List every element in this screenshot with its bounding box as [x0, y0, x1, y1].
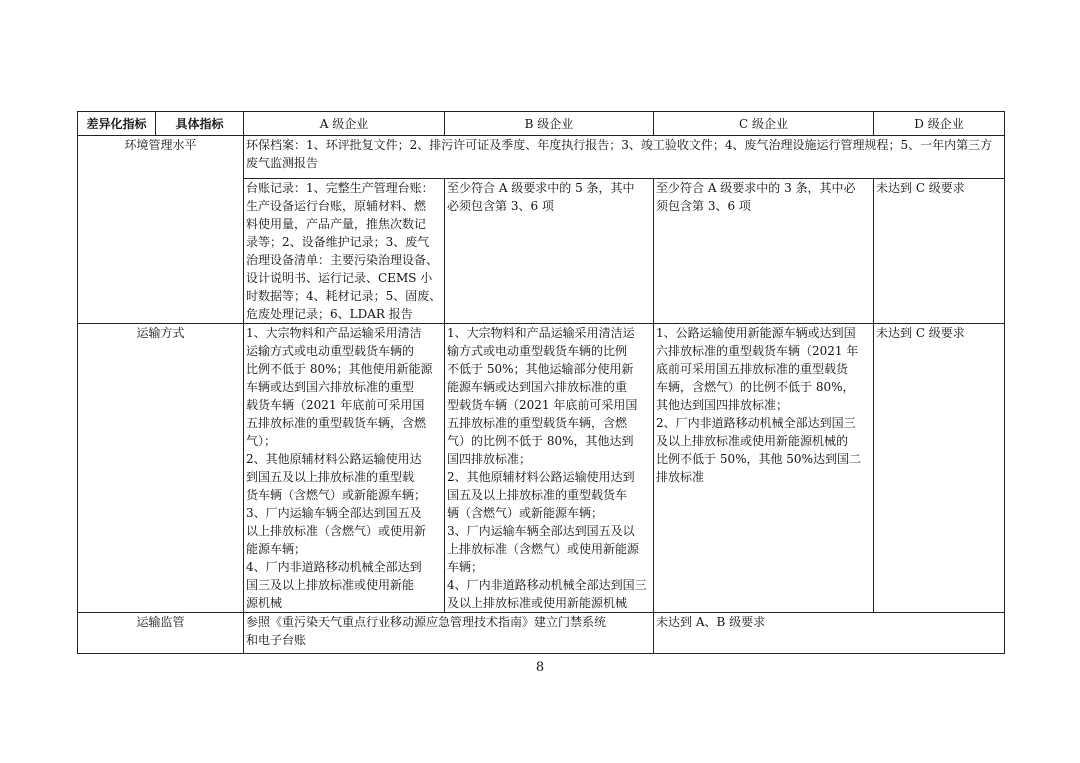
header-grade-a: A 级企业	[244, 112, 445, 136]
ledger-grade-c-cell: 至少符合 A 级要求中的 3 条，其中必 须包含第 3、6 项	[654, 179, 874, 324]
table-row	[78, 324, 1005, 613]
page-number: 8	[535, 660, 545, 675]
supervision-ab-cell: 参照《重污染天气重点行业移动源应急管理技术指南》建立门禁系统 和电子台账	[244, 613, 654, 654]
transport-grade-c-cell: 1、公路运输使用新能源车辆或达到国 六排放标准的重型载货车辆（2021 年 底前可采用国五排放标准的重型载货 车辆，含燃气）的比例不低于 80%， 其他达到国四排放标准； 2、厂内非道路移动机械全部达到国三 及以上排放标准或使用新能源机械的 比例不低于 50%，其他 50%达到国二 排放标准	[654, 324, 874, 613]
env-management-label: 环境管理水平	[78, 136, 244, 324]
header-specific-indicator: 具体指标	[156, 112, 244, 136]
supervision-cd-cell: 未达到 A、B 级要求	[654, 613, 1005, 654]
transport-grade-b-cell: 1、大宗物料和产品运输采用清洁运 输方式或电动重型载货车辆的比例 不低于 50%；其他运输部分使用新 能源车辆或达到国六排放标准的重 型载货车辆（2021 年底前可采用国 五排放标准的重型载货车辆，含燃 气）的比例不低于 80%，其他达到 国四排放标准； 2、其他原辅材料公路运输使用达到 国五及以上排放标准的重型载货车 辆（含燃气）或新能源车辆； 3、厂内运输车辆全部达到国五及以 上排放标准（含燃气）或使用新能源 车辆； 4、厂内非道路移动机械全部达到国三 及以上排放标准或使用新能源机械	[445, 324, 654, 613]
table-header-row	[78, 112, 1005, 136]
ledger-grade-d-cell: 未达到 C 级要求	[874, 179, 1005, 324]
transport-grade-a-cell: 1、大宗物料和产品运输采用清洁 运输方式或电动重型载货车辆的 比例不低于 80%；其他使用新能源 车辆或达到国六排放标准的重型 载货车辆（2021 年底前可采用国 五排放标准的重型载货车辆，含燃 气）； 2、其他原辅材料公路运输使用达 到国五及以上排放标准的重型载 货车辆（含燃气）或新能源车辆； 3、厂内运输车辆全部达到国五及 以上排放标准（含燃气）或使用新 能源车辆； 4、厂内非道路移动机械全部达到 国三及以上排放标准或使用新能 源机械	[244, 324, 445, 613]
ledger-grade-a-cell: 台账记录：1、完整生产管理台账： 生产设备运行台账，原辅材料、燃 料使用量，产品产量，推焦次数记 录等；2、设备维护记录；3、废气 治理设备清单：主要污染治理设备、 设计说明书、运行记录、CEMS 小 时数据等；4、耗材记录；5、固废、 危废处理记录；6、LDAR 报告	[244, 179, 445, 324]
transport-grade-d-cell: 未达到 C 级要求	[874, 324, 1005, 613]
header-grade-d: D 级企业	[874, 112, 1005, 136]
header-grade-b: B 级企业	[445, 112, 654, 136]
ledger-grade-b-cell: 至少符合 A 级要求中的 5 条，其中 必须包含第 3、6 项	[445, 179, 654, 324]
table-row	[78, 613, 1005, 654]
table-row	[78, 136, 1005, 179]
transport-label: 运输方式	[78, 324, 244, 613]
header-differentiation-indicator: 差异化指标	[78, 112, 156, 136]
grading-table	[77, 111, 1005, 654]
header-grade-c: C 级企业	[654, 112, 874, 136]
env-archive-cell: 环保档案：1、环评批复文件；2、排污许可证及季度、年度执行报告；3、竣工验收文件；4、废气治理设施运行管理规程；5、一年内第三方废气监测报告	[244, 136, 1005, 179]
supervision-label: 运输监管	[78, 613, 244, 654]
